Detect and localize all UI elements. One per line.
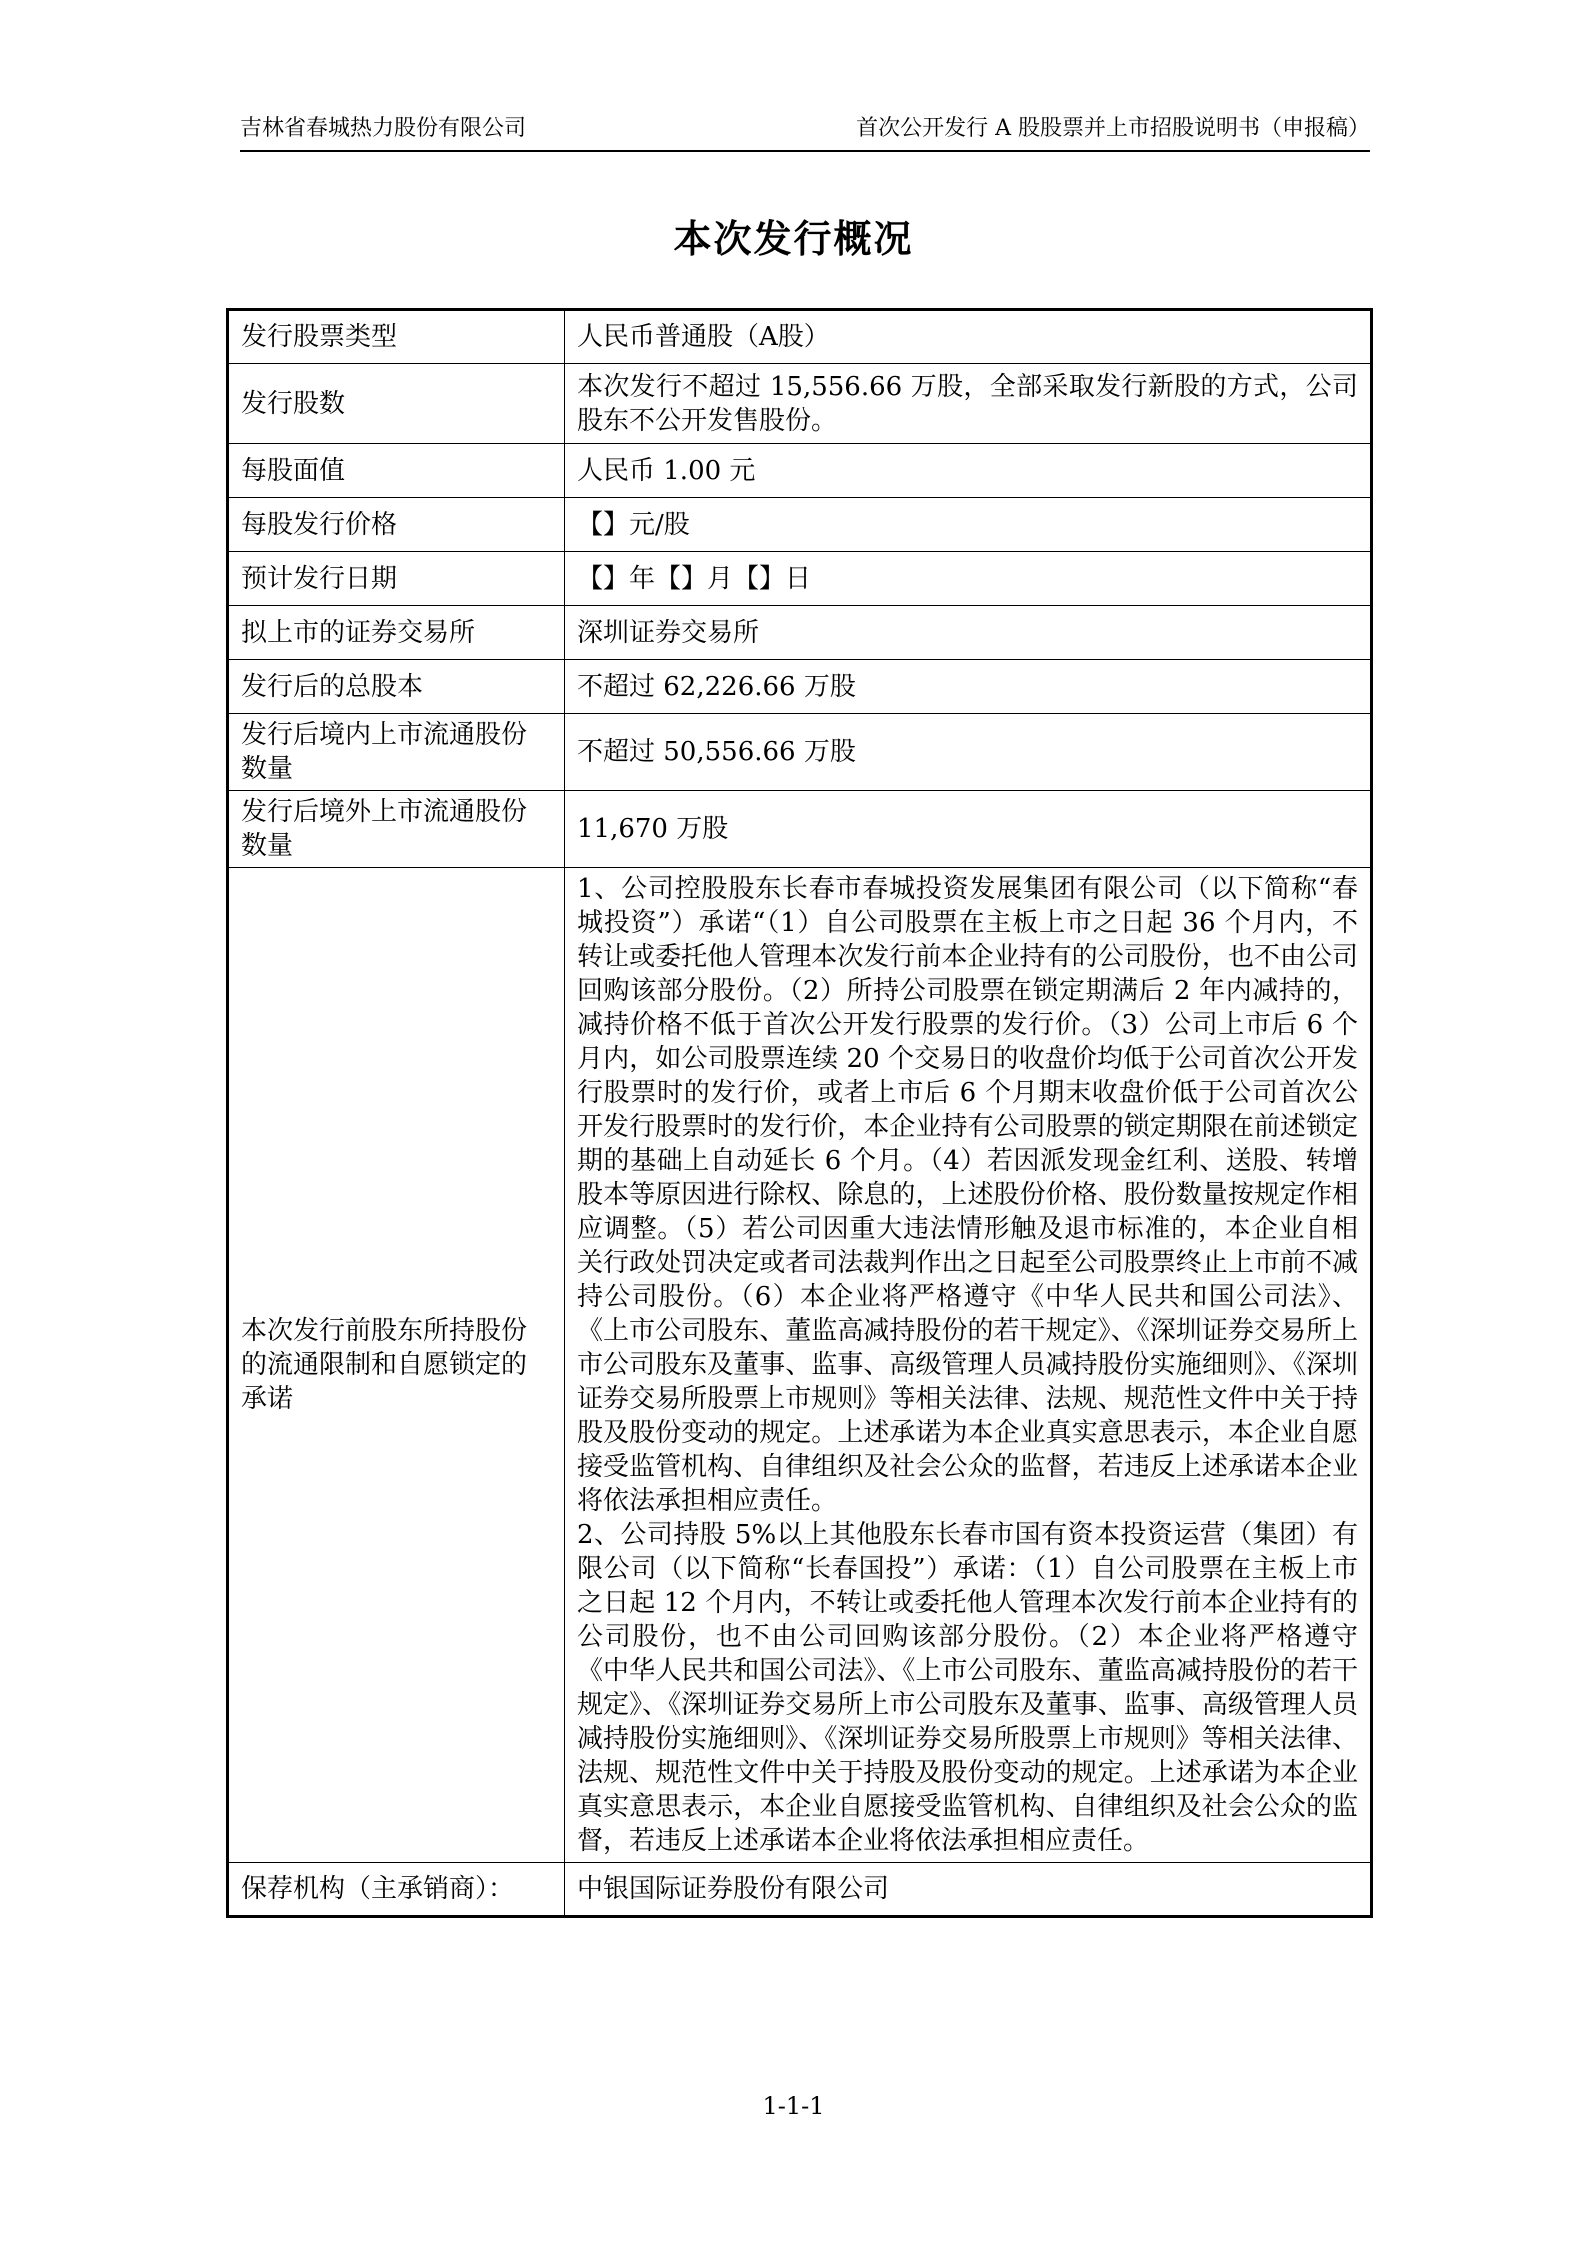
row-label: 发行股票类型 (228, 310, 565, 364)
offering-overview-table (226, 308, 1373, 1918)
row-value: 11,670 万股 (565, 791, 1372, 868)
row-label: 发行后境内上市流通股份数量 (228, 714, 565, 791)
row-value: 人民币普通股（A股） (565, 310, 1372, 364)
row-label: 预计发行日期 (228, 552, 565, 606)
row-label: 发行股数 (228, 364, 565, 444)
lockup-paragraph-1: 1、公司控股股东长春市春城投资发展集团有限公司（以下简称“春城投资”）承诺“（1）自公司股票在主板上市之日起 36 个月内，不转让或委托他人管理本次发行前本企业持有的公司股份，也不由公司回购该部分股份。（2）所持公司股票在锁定期满后 2 年内减持的，减持价格不低于首次公开发行股票的发行价。（3）公司上市后 6 个月内，如公司股票连续 20 个交易日的收盘价均低于公司首次公开发行股票时的发行价，或者上市后 6 个月期末收盘价低于公司首次公开发行股票时的发行价，本企业持有公司股票的锁定期限在前述锁定期的基础上自动延长 6 个月。（4）若因派发现金红利、送股、转增股本等原因进行除权、除息的，上述股份价格、股份数量按规定作相应调整。（5）若公司因重大违法情形触及退市标准的，本企业自相关行政处罚决定或者司法裁判作出之日起至公司股票终止上市前不减持公司股份。（6）本企业将严格遵守《中华人民共和国公司法》、《上市公司股东、董监高减持股份的若干规定》、《深圳证券交易所上市公司股东及董事、监事、高级管理人员减持股份实施细则》、《深圳证券交易所股票上市规则》等相关法律、法规、规范性文件中关于持股及股份变动的规定。上述承诺为本企业真实意思表示，本企业自愿接受监管机构、自律组织及社会公众的监督，若违反上述承诺本企业将依法承担相应责任。 (577, 874, 1358, 1516)
sponsor-value: 中银国际证券股份有限公司 (565, 1863, 1372, 1917)
row-value: 【】元/股 (565, 498, 1372, 552)
row-label: 每股发行价格 (228, 498, 565, 552)
header-document-title: 首次公开发行 A 股股票并上市招股说明书（申报稿） (856, 116, 1370, 141)
row-label: 每股面值 (228, 444, 565, 498)
page-title: 本次发行概况 (673, 217, 914, 261)
page-number: 1-1-1 (762, 2092, 825, 2120)
table-row (228, 364, 1372, 444)
lockup-label: 本次发行前股东所持股份的流通限制和自愿锁定的承诺 (228, 868, 565, 1863)
table-row (228, 498, 1372, 552)
table-row (228, 444, 1372, 498)
table-row (228, 606, 1372, 660)
table-row (228, 552, 1372, 606)
page-header (240, 110, 1370, 152)
table-row (228, 791, 1372, 868)
table-row (228, 310, 1372, 364)
table-row (228, 714, 1372, 791)
table-row (228, 660, 1372, 714)
sponsor-label: 保荐机构（主承销商）： (228, 1863, 565, 1917)
row-label: 拟上市的证券交易所 (228, 606, 565, 660)
table-row-lockup (228, 868, 1372, 1863)
row-label: 发行后的总股本 (228, 660, 565, 714)
lockup-commitments (565, 868, 1372, 1863)
row-value: 【】年【】月【】日 (565, 552, 1372, 606)
row-value: 深圳证券交易所 (565, 606, 1372, 660)
row-value: 本次发行不超过 15,556.66 万股，全部采取发行新股的方式，公司股东不公开发售股份。 (565, 364, 1372, 444)
header-company: 吉林省春城热力股份有限公司 (240, 116, 527, 141)
row-value: 人民币 1.00 元 (565, 444, 1372, 498)
row-value: 不超过 50,556.66 万股 (565, 714, 1372, 791)
table-row-sponsor (228, 1863, 1372, 1917)
row-value: 不超过 62,226.66 万股 (565, 660, 1372, 714)
lockup-paragraph-2: 2、公司持股 5%以上其他股东长春市国有资本投资运营（集团）有限公司（以下简称“长春国投”）承诺：（1）自公司股票在主板上市之日起 12 个月内，不转让或委托他人管理本次发行前本企业持有的公司股份，也不由公司回购该部分股份。（2）本企业将严格遵守《中华人民共和国公司法》、《上市公司股东、董监高减持股份的若干规定》、《深圳证券交易所上市公司股东及董事、监事、高级管理人员减持股份实施细则》、《深圳证券交易所股票上市规则》等相关法律、法规、规范性文件中关于持股及股份变动的规定。上述承诺为本企业真实意思表示，本企业自愿接受监管机构、自律组织及社会公众的监督，若违反上述承诺本企业将依法承担相应责任。 (577, 1520, 1358, 1856)
row-label: 发行后境外上市流通股份数量 (228, 791, 565, 868)
